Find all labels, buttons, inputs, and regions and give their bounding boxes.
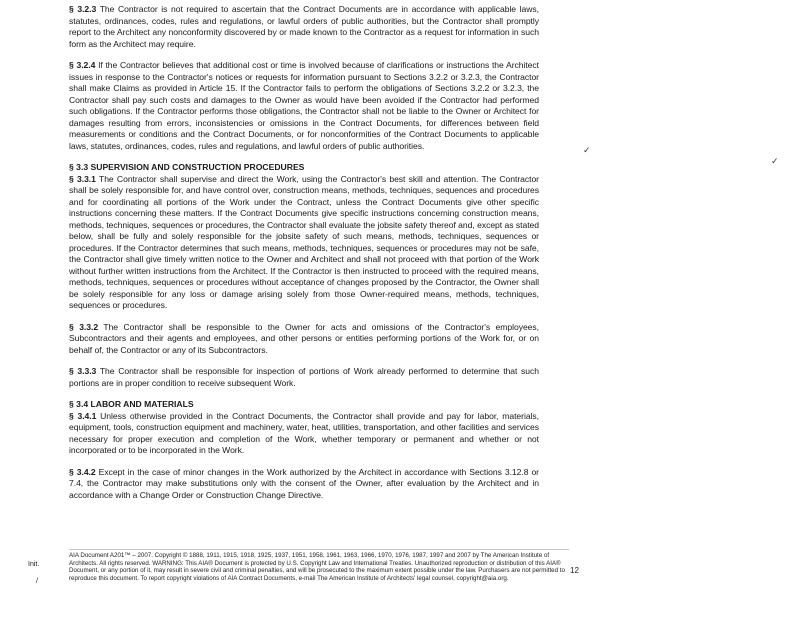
section-text: If the Contractor believes that additional cost or time is involved because of clarifications or instructions the Architect issues in response to the Contractor's notices or requests for information pursuant to Sections 3.2.2 or 3.2.3, the Contractor shall make Claims as provided in Article 15. If the Contractor fails to perform the obligations of Sections 3.2.2 or 3.2.3, the Contractor shall pay such costs and damages to the Owner as would have been avoided if the Contractor had performed such obligations. If the Contractor performs those obligations, the Contractor shall not be liable to the Owner or Architect for damages resulting from errors, inconsistencies or omissions in the Contract Documents, for differences between field measurements or conditions and the Contract Documents, or for nonconformities of the Contract Documents to applicable laws, statutes, ordinances, codes, rules and regulations, and lawful orders of public authorities. — [69, 60, 539, 151]
section-text: The Contractor shall be responsible for inspection of portions of Work already performed to determine that such portions are in proper condition to receive subsequent Work. — [69, 366, 540, 388]
section-number: § 3.2.3 — [69, 4, 97, 14]
margin-check-mark-right: ✓ — [771, 156, 779, 166]
section-text: Except in the case of minor changes in the Work authorized by the Architect in accordance with Sections 3.12.8 or 7.4, the Contractor may make substitutions only with the consent of the Owner, after evaluation by the Architect and in accordance with a Change Order or Construction Change Directive. — [69, 466, 539, 500]
section-3-3-3 — [69, 366, 539, 389]
section-number: § 3.3.3 — [69, 366, 97, 376]
section-number: § 3.3.2 — [69, 321, 99, 332]
section-text: Unless otherwise provided in the Contract Documents, the Contractor shall provide and pay for labor, materials, equipment, tools, construction equipment and machinery, water, heat, utilities, transportation, and other facilities and services necessary for proper execution and completion of the Work, whether temporary or permanent and whether or not incorporated or to be incorporated in the Work. — [69, 410, 540, 455]
section-text: The Contractor shall supervise and direct the Work, using the Contractor's best skill and attention. The Contractor shall be solely responsible for, and have control over, construction means, methods, techniques, sequences and procedures and for coordinating all portions of the Work under the Contract, unless the Contract Documents give other specific instructions concerning these matters. If the Contract Documents give specific instructions concerning construction means, methods, techniques, sequences or procedures, the Contractor shall evaluate the jobsite safety thereof and, except as stated below, shall be fully and solely responsible for the jobsite safety of such means, methods, techniques, sequences or procedures. If the Contractor determines that such means, methods, techniques, sequences or procedures may not be safe, the Contractor shall give timely written notice to the Owner and Architect and shall not proceed with that portion of the Work without further written instructions from the Architect. If the Contractor is then instructed to proceed with the required means, methods, techniques, sequences or procedures without acceptance of changes proposed by the Contractor, the Owner shall be solely responsible for any loss or damage arising solely from those Owner-required means, methods, techniques, sequences or procedures. — [69, 173, 539, 310]
initials-slash: / — [36, 578, 38, 585]
document-body — [69, 0, 539, 501]
section-3-4-1 — [69, 411, 539, 457]
section-3-4-2 — [69, 467, 539, 502]
section-text: The Contractor shall be responsible to the Owner for acts and omissions of the Contractor's employees, Subcontractors and their agents and employees, and other persons or entities performing portions of the Work for, or on behalf of, the Contractor or any of its Subcontractors. — [69, 321, 539, 355]
section-number: § 3.4.2 — [69, 466, 96, 477]
section-number: § 3.3.1 — [69, 173, 96, 184]
section-text: The Contractor is not required to ascertain that the Contract Documents are in accordance with applicable laws, statutes, ordinances, codes, rules and regulations, or lawful orders of public authorities, but the Contractor shall promptly report to the Architect any nonconformity discovered by or made known to the Contractor as a request for information in such form as the Architect may require. — [69, 4, 539, 49]
copyright-footer: AIA Document A201™ – 2007. Copyright © 1888, 1911, 1915, 1918, 1925, 1937, 1951, 1958, 1961, 1963, 1966, 1970, 1976, 1987, 1997 and 2007 by The American Institute of Architects. All rights reserved. WARNING: This AIA® Document is protected by U.S. Copyright Law and International Treaties. Unauthorized reproduction or distribution of this AIA® Document, or any portion of it, may result in severe civil and criminal penalties, and will be prosecuted to the maximum extent possible under the law. Purchasers are not permitted to reproduce this document. To report copyright violations of AIA Contract Documents, e-mail The American Institute of Architects' legal counsel, copyright@aia.org. — [69, 552, 565, 582]
section-3-3-2 — [69, 322, 539, 357]
section-3-2-4 — [69, 60, 539, 152]
section-3-3-1 — [69, 174, 539, 312]
section-number: § 3.4.1 — [69, 410, 97, 421]
footer-divider — [69, 549, 569, 550]
initials-label: Init. — [28, 561, 40, 568]
section-3-2-3 — [69, 4, 539, 50]
section-number: § 3.2.4 — [69, 60, 96, 70]
margin-check-mark: ✓ — [583, 145, 591, 155]
page-number: 12 — [570, 566, 579, 575]
heading-3-3: § 3.3 SUPERVISION AND CONSTRUCTION PROCEDURES — [69, 162, 305, 172]
heading-3-4: § 3.4 LABOR AND MATERIALS — [69, 399, 194, 409]
